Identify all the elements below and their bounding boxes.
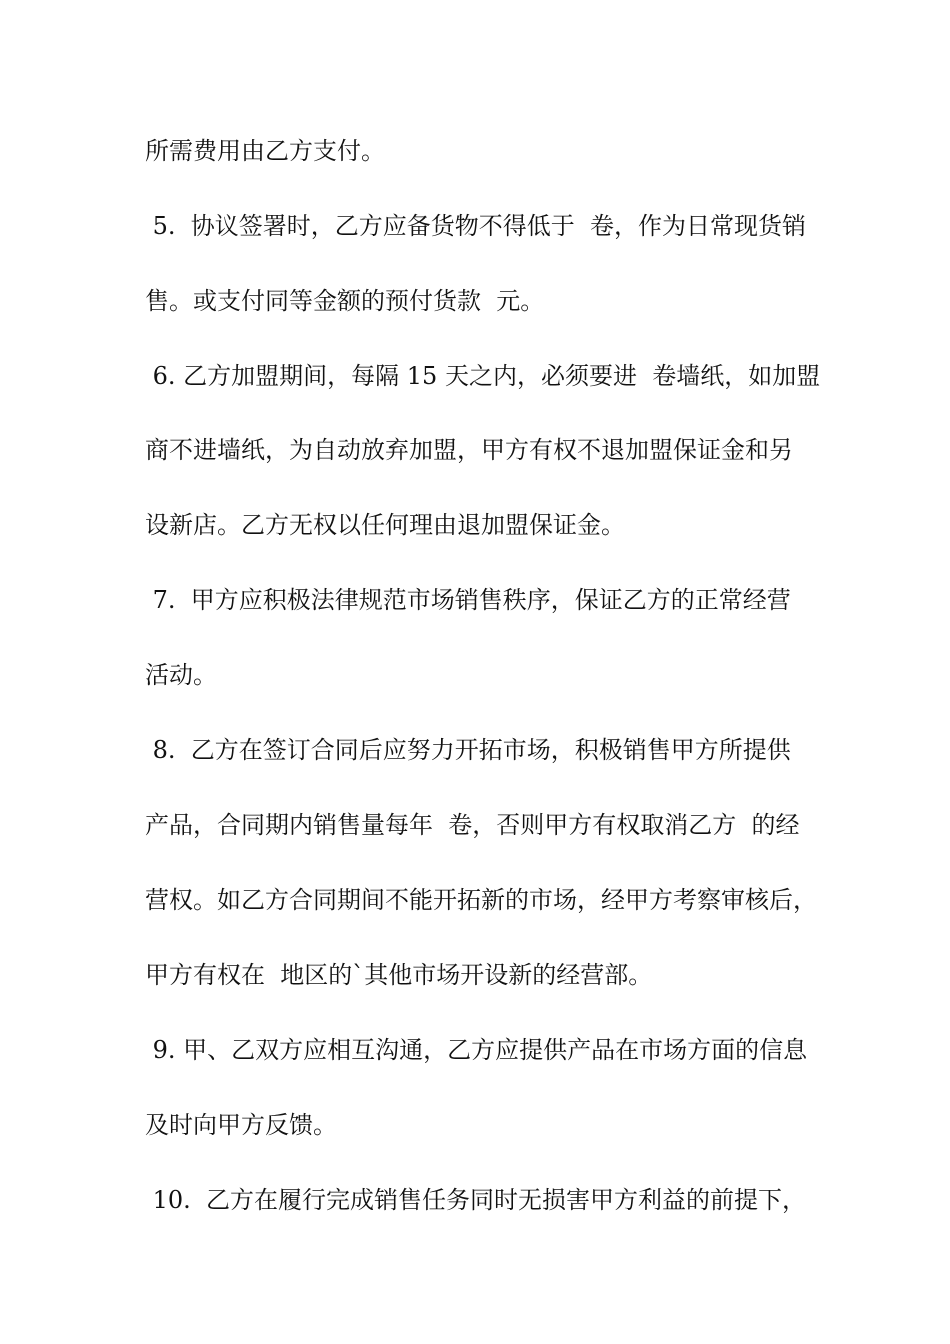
text-line: 所需费用由乙方支付。 (145, 137, 385, 165)
clause-6-line-1: 6. 乙方加盟期间，每隔 15 天之内，必须要进 卷墙纸，如加盟 (145, 362, 821, 390)
clause-10-line-1: 10. 乙方在履行完成销售任务同时无损害甲方利益的前提下， (145, 1186, 807, 1214)
clause-6-line-2: 商不进墙纸，为自动放弃加盟，甲方有权不退加盟保证金和另 (145, 436, 793, 464)
clause-8-line-4: 甲方有权在 地区的`其他市场开设新的经营部。 (145, 961, 653, 989)
clause-9-line-1: 9. 甲、乙双方应相互沟通，乙方应提供产品在市场方面的信息 (145, 1036, 808, 1064)
clause-5-line-2: 售。或支付同等金额的预付货款 元。 (145, 287, 545, 315)
clause-7-line-1: 7. 甲方应积极法律规范市场销售秩序，保证乙方的正常经营 (145, 586, 791, 614)
clause-9-line-2: 及时向甲方反馈。 (145, 1111, 337, 1139)
clause-8-line-1: 8. 乙方在签订合同后应努力开拓市场，积极销售甲方所提供 (145, 736, 791, 764)
clause-8-line-3: 营权。如乙方合同期间不能开拓新的市场，经甲方考察审核后， (145, 886, 817, 914)
clause-6-line-3: 设新店。乙方无权以任何理由退加盟保证金。 (145, 511, 625, 539)
clause-8-line-2: 产品，合同期内销售量每年 卷，否则甲方有权取消乙方 的经 (145, 811, 800, 839)
clause-7-line-2: 活动。 (145, 661, 217, 689)
clause-5-line-1: 5. 协议签署时，乙方应备货物不得低于 卷，作为日常现货销 (145, 212, 807, 240)
